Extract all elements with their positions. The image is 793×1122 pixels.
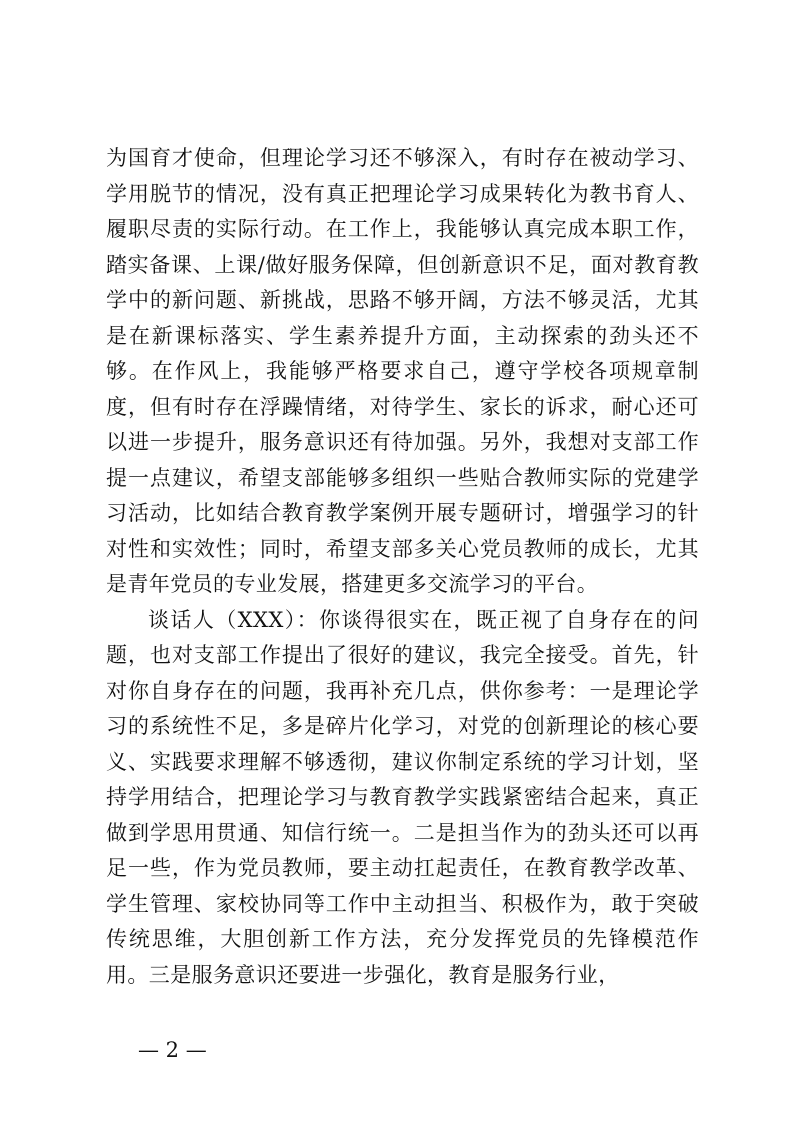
- paragraph-continuation: 为国育才使命，但理论学习还不够深入，有时存在被动学习、学用脱节的情况，没有真正把理论学习成果转化为教书育人、履职尽责的实际行动。在工作上，我能够认真完成本职工作，踏实备课、上课/做好服务保障，但创新意识不足，面对教育教学中的新问题、新挑战，思路不够开阔，方法不够灵活，尤其是在新课标落实、学生素养提升方面，主动探索的劲头还不够。在作风上，我能够严格要求自己，遵守学校各项规章制度，但有时存在浮躁情绪，对待学生、家长的诉求，耐心还可以进一步提升，服务意识还有待加强。另外，我想对支部工作提一点建议，希望支部能够多组织一些贴合教师实际的党建学习活动，比如结合教育教学案例开展专题研讨，增强学习的针对性和实效性；同时，希望支部多关心党员教师的成长，尤其是青年党员的专业发展，搭建更多交流学习的平台。: [106, 146, 699, 596]
- document-body: [106, 141, 699, 993]
- page-number: — 2 —: [138, 1038, 207, 1062]
- paragraph-interviewer-reply: 谈话人（XXX）：你谈得很实在，既正视了自身存在的问题，也对支部工作提出了很好的建议，我完全接受。首先，针对你自身存在的问题，我再补充几点，供你参考：一是理论学习的系统性不足，多是碎片化学习，对党的创新理论的核心要义、实践要求理解不够透彻，建议你制定系统的学习计划，坚持学用结合，把理论学习与教育教学实践紧密结合起来，真正做到学思用贯通、知信行统一。二是担当作为的劲头还可以再足一些，作为党员教师，要主动扛起责任，在教育教学改革、学生管理、家校协同等工作中主动担当、积极作为，敢于突破传统思维，大胆创新工作方法，充分发挥党员的先锋模范作用。三是服务意识还要进一步强化，教育是服务行业，: [106, 607, 699, 987]
